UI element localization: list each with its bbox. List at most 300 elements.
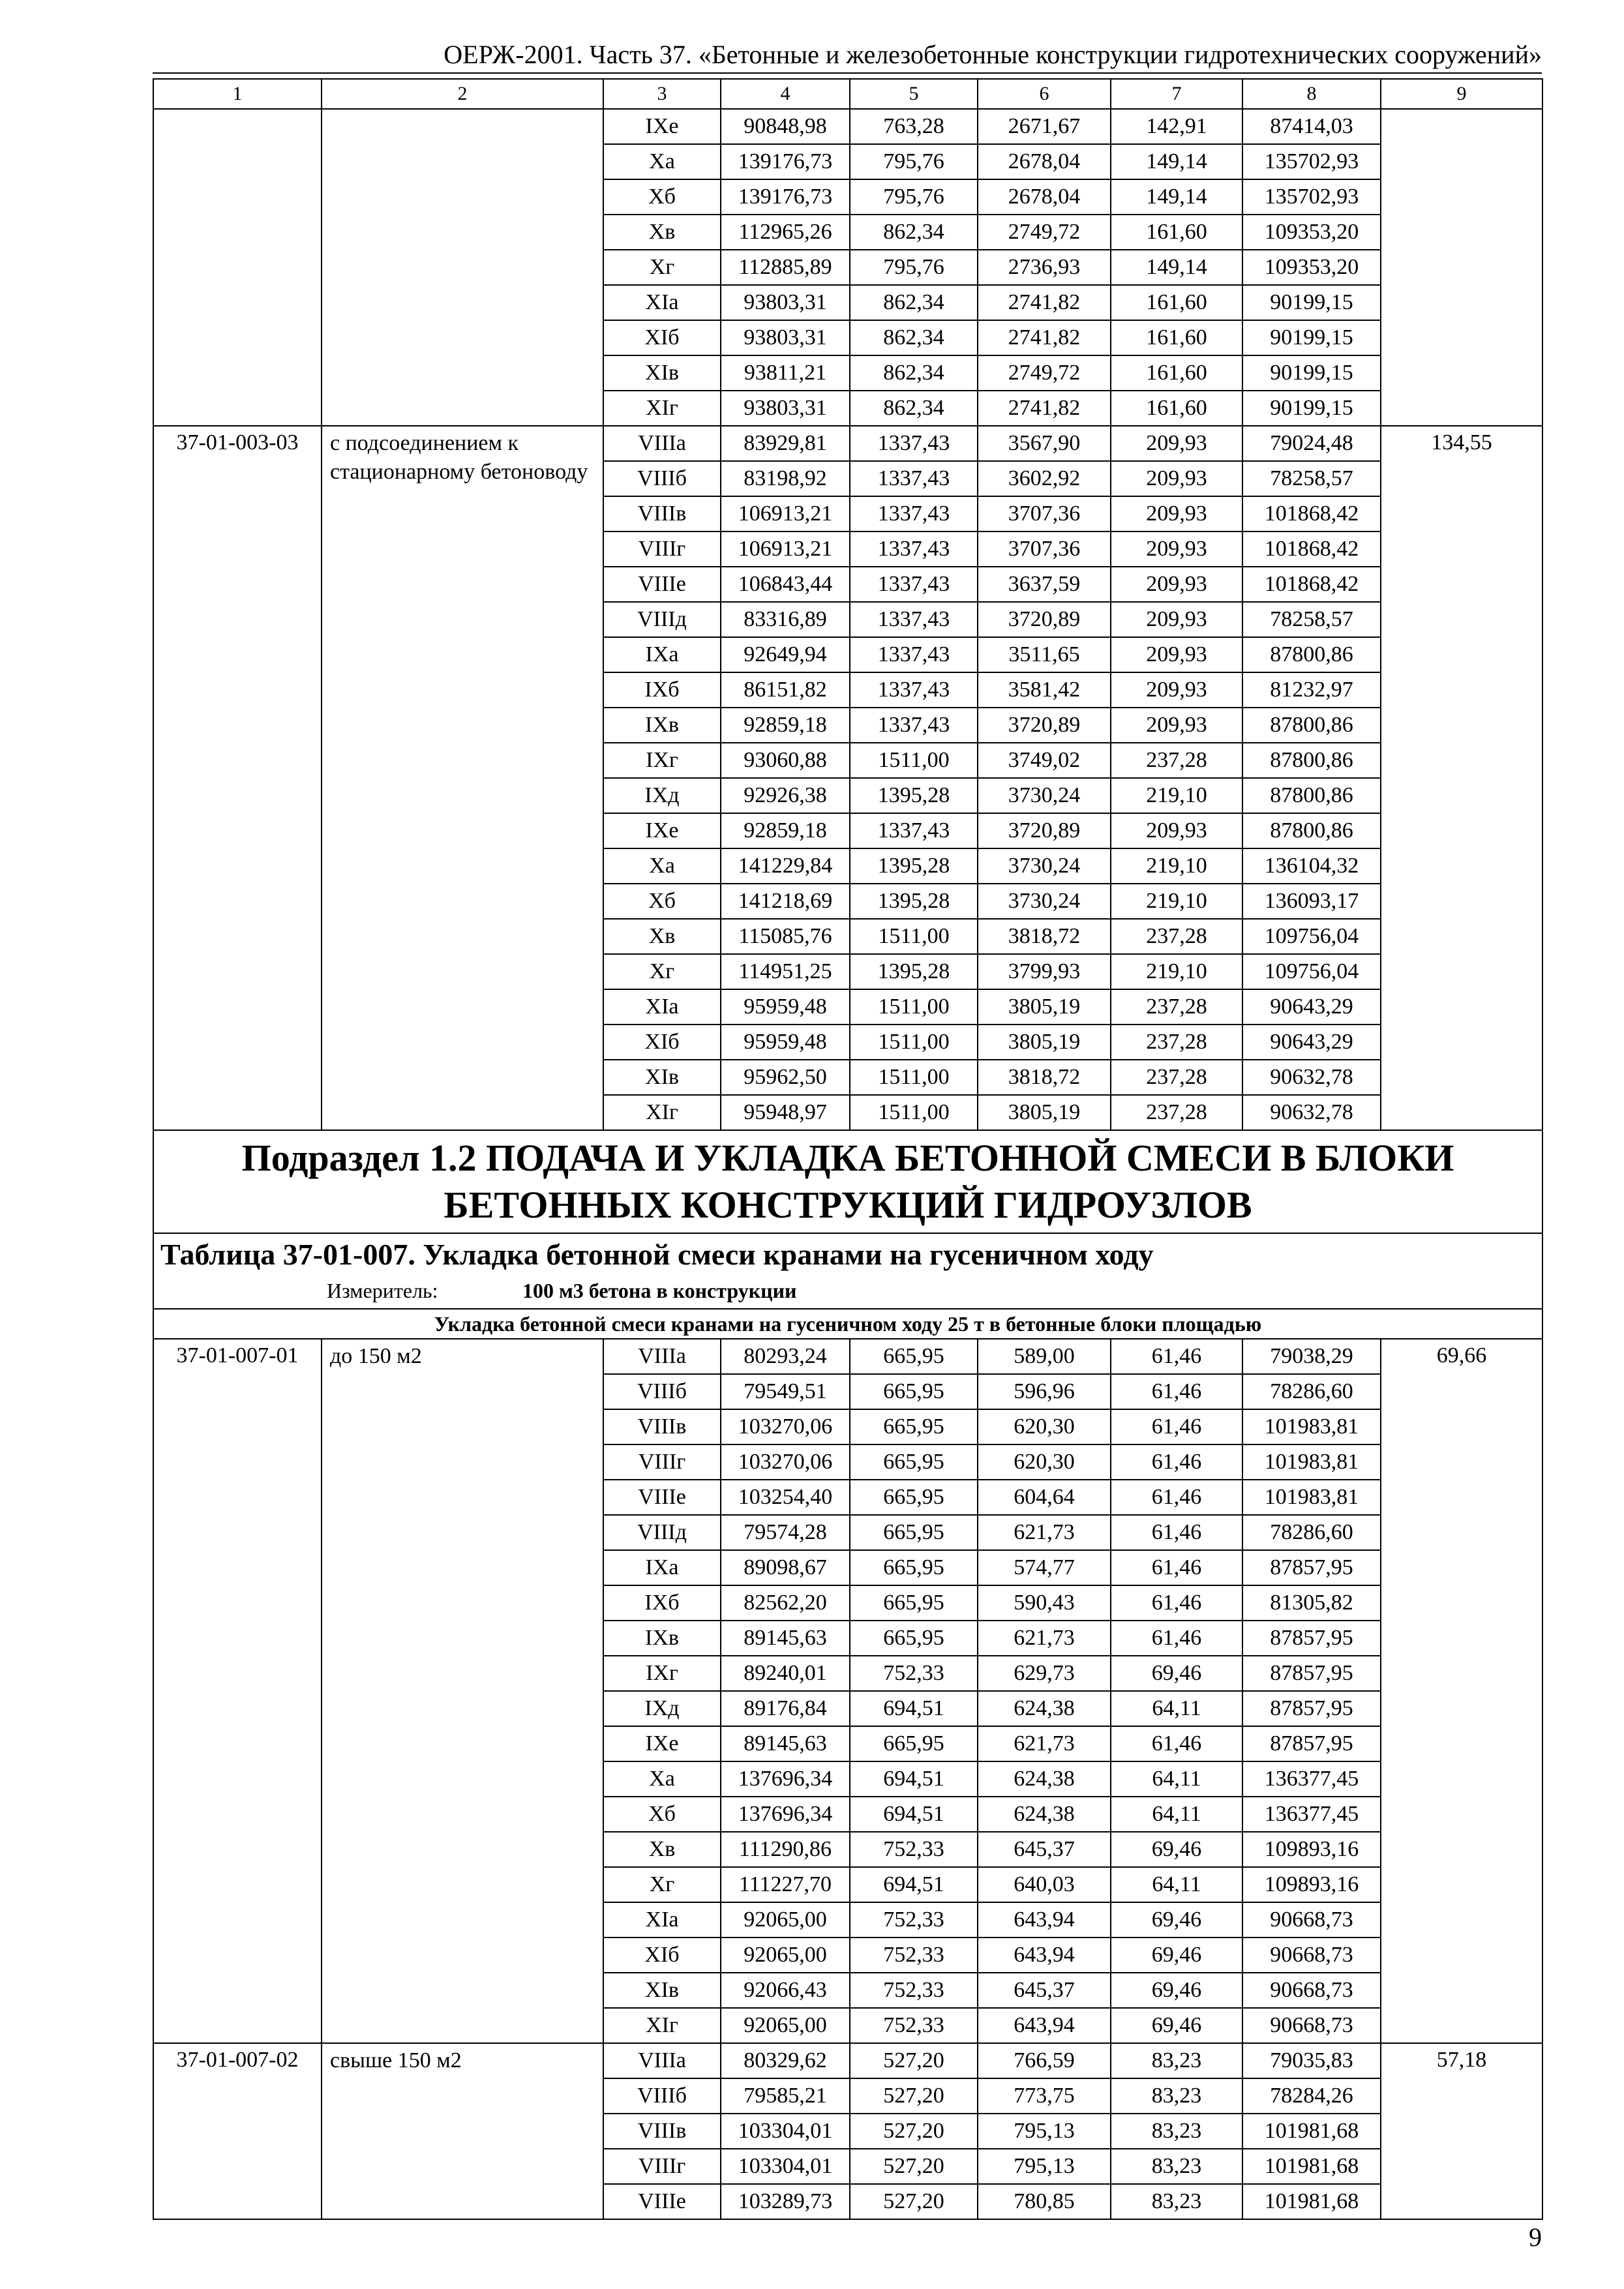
table-cell: IXа [603, 1550, 721, 1585]
table-cell: 136104,32 [1242, 848, 1381, 884]
table-cell: 78258,57 [1242, 461, 1381, 496]
table-cell: 87800,86 [1242, 813, 1381, 848]
rate-code [153, 109, 322, 426]
table-cell: VIIIг [603, 1444, 721, 1480]
table-cell: 2741,82 [978, 320, 1111, 355]
table-cell: 90643,29 [1242, 1025, 1381, 1060]
table-cell: 590,43 [978, 1585, 1111, 1621]
table-cell: 61,46 [1111, 1515, 1242, 1550]
table-cell: 3730,24 [978, 884, 1111, 919]
table-cell: VIIIе [603, 567, 721, 602]
table-cell: 109756,04 [1242, 954, 1381, 989]
table-cell: 90643,29 [1242, 989, 1381, 1025]
table-cell: 1511,00 [850, 1060, 978, 1095]
table-cell: 1511,00 [850, 1025, 978, 1060]
table-cell: VIIIг [603, 2149, 721, 2184]
table-cell: Xа [603, 848, 721, 884]
rates-table [153, 78, 1543, 2220]
table-cell: 1337,43 [850, 637, 978, 672]
rate-total: 134,55 [1381, 426, 1542, 1130]
table-cell: 161,60 [1111, 355, 1242, 391]
table-cell: 1337,43 [850, 672, 978, 708]
measure-label: Измеритель: [327, 1279, 438, 1302]
rate-total: 69,66 [1381, 1339, 1542, 2043]
table-cell: 3720,89 [978, 602, 1111, 637]
table-cell: 78258,57 [1242, 602, 1381, 637]
table-cell: 61,46 [1111, 1444, 1242, 1480]
table-cell: 1511,00 [850, 919, 978, 954]
rate-name: до 150 м2 [322, 1339, 603, 2043]
table-cell: 3799,93 [978, 954, 1111, 989]
table-cell: 103270,06 [721, 1444, 850, 1480]
table-cell: 89145,63 [721, 1726, 850, 1761]
table-cell: 79574,28 [721, 1515, 850, 1550]
rate-code: 37-01-003-03 [153, 426, 322, 1130]
table-cell: 752,33 [850, 2008, 978, 2043]
table-cell: 665,95 [850, 1585, 978, 1621]
table-cell: 87857,95 [1242, 1550, 1381, 1585]
column-header: 5 [850, 79, 978, 109]
table-cell: 83929,81 [721, 426, 850, 461]
table-cell: VIIIв [603, 1409, 721, 1444]
table-cell: Xб [603, 179, 721, 215]
table-cell: 237,28 [1111, 919, 1242, 954]
table-cell: 92926,38 [721, 778, 850, 813]
table-cell: 87414,03 [1242, 109, 1381, 144]
table-cell: 1511,00 [850, 989, 978, 1025]
column-header: 2 [322, 79, 603, 109]
table-cell: 90668,73 [1242, 1973, 1381, 2008]
table-cell: 83,23 [1111, 2114, 1242, 2149]
table-cell: XIа [603, 989, 721, 1025]
table-cell: 83,23 [1111, 2149, 1242, 2184]
table-cell: 90848,98 [721, 109, 850, 144]
table-cell: 89098,67 [721, 1550, 850, 1585]
table-cell: VIIIб [603, 2078, 721, 2114]
rate-group-37-01-003-03 [153, 426, 1542, 1130]
table-cell: 78284,26 [1242, 2078, 1381, 2114]
table-cell: XIг [603, 2008, 721, 2043]
table-cell: 79585,21 [721, 2078, 850, 2114]
table-cell: 90632,78 [1242, 1060, 1381, 1095]
table-cell: 237,28 [1111, 743, 1242, 778]
table-cell: 92859,18 [721, 708, 850, 743]
table-cell: 621,73 [978, 1726, 1111, 1761]
table-cell: 3581,42 [978, 672, 1111, 708]
table-cell: VIIIа [603, 2043, 721, 2078]
table-cell: Xв [603, 1832, 721, 1867]
table-cell: 3730,24 [978, 848, 1111, 884]
table-cell: IXг [603, 1656, 721, 1691]
table-cell: 219,10 [1111, 848, 1242, 884]
table-cell: 1337,43 [850, 461, 978, 496]
table-cell: 149,14 [1111, 179, 1242, 215]
table-cell: 106913,21 [721, 496, 850, 531]
table-cell: 61,46 [1111, 1621, 1242, 1656]
table-cell: 237,28 [1111, 1060, 1242, 1095]
column-header: 6 [978, 79, 1111, 109]
table-cell: 109353,20 [1242, 215, 1381, 250]
table-cell: 83198,92 [721, 461, 850, 496]
column-header: 3 [603, 79, 721, 109]
table-cell: 763,28 [850, 109, 978, 144]
table-cell: Xг [603, 250, 721, 285]
table-cell: 87857,95 [1242, 1726, 1381, 1761]
table-cell: 139176,73 [721, 179, 850, 215]
table-cell: 694,51 [850, 1761, 978, 1797]
table-cell: 3707,36 [978, 531, 1111, 567]
table-cell: 93803,31 [721, 320, 850, 355]
table-cell: 149,14 [1111, 144, 1242, 179]
table-cell: IXд [603, 778, 721, 813]
table-cell: 209,93 [1111, 426, 1242, 461]
table-cell: 3720,89 [978, 813, 1111, 848]
table-cell: 95948,97 [721, 1095, 850, 1130]
table-cell: 3749,02 [978, 743, 1111, 778]
table-cell: 79035,83 [1242, 2043, 1381, 2078]
table-cell: 1337,43 [850, 426, 978, 461]
table-cell: 665,95 [850, 1480, 978, 1515]
table-cell: 90668,73 [1242, 1902, 1381, 1937]
table-cell: 90199,15 [1242, 391, 1381, 426]
table-cell: XIб [603, 1937, 721, 1973]
table-row [153, 1339, 1542, 1374]
table-cell: IXд [603, 1691, 721, 1726]
table-cell: 61,46 [1111, 1339, 1242, 1374]
table-cell: 209,93 [1111, 496, 1242, 531]
table-cell: 79549,51 [721, 1374, 850, 1409]
table-cell: Xг [603, 954, 721, 989]
column-header: 4 [721, 79, 850, 109]
table-cell: 92859,18 [721, 813, 850, 848]
table-cell: 209,93 [1111, 602, 1242, 637]
table-cell: XIа [603, 285, 721, 320]
table-cell: 111227,70 [721, 1867, 850, 1902]
table-cell: 1337,43 [850, 531, 978, 567]
table-caption-row [153, 1233, 1542, 1309]
table-cell: 109893,16 [1242, 1867, 1381, 1902]
table-cell: 665,95 [850, 1550, 978, 1585]
table-cell: 149,14 [1111, 250, 1242, 285]
table-cell: IXв [603, 708, 721, 743]
table-cell: XIг [603, 391, 721, 426]
table-cell: 95959,48 [721, 1025, 850, 1060]
table-cell: 103289,73 [721, 2184, 850, 2219]
table-title: Таблица 37-01-007. Укладка бетонной смеси кранами на гусеничном ходу [160, 1238, 1154, 1271]
table-cell: 103254,40 [721, 1480, 850, 1515]
table-cell: 93803,31 [721, 285, 850, 320]
table-cell: 112965,26 [721, 215, 850, 250]
table-cell: 69,46 [1111, 1973, 1242, 2008]
table-cell: 2736,93 [978, 250, 1111, 285]
table-cell: 1337,43 [850, 708, 978, 743]
rate-name: с подсоединением к стационарному бетоноводу [322, 426, 603, 1130]
table-cell: 135702,93 [1242, 179, 1381, 215]
table-cell: 90199,15 [1242, 355, 1381, 391]
table-cell: 643,94 [978, 1902, 1111, 1937]
table-cell: 92066,43 [721, 1973, 850, 2008]
table-cell: 111290,86 [721, 1832, 850, 1867]
table-cell: 101981,68 [1242, 2114, 1381, 2149]
table-cell: 1337,43 [850, 602, 978, 637]
table-cell: 92649,94 [721, 637, 850, 672]
table-cell: 109893,16 [1242, 1832, 1381, 1867]
subsection-block [153, 1130, 1542, 1339]
table-cell: 101981,68 [1242, 2184, 1381, 2219]
table-cell: 87800,86 [1242, 637, 1381, 672]
table-cell: 624,38 [978, 1761, 1111, 1797]
column-header: 8 [1242, 79, 1381, 109]
table-cell: VIIIа [603, 426, 721, 461]
table-cell: 2749,72 [978, 215, 1111, 250]
table-cell: 2678,04 [978, 144, 1111, 179]
table-cell: 79038,29 [1242, 1339, 1381, 1374]
table-cell: 640,03 [978, 1867, 1111, 1902]
table-cell: 83,23 [1111, 2078, 1242, 2114]
table-cell: VIIIд [603, 602, 721, 637]
table-cell: 136377,45 [1242, 1797, 1381, 1832]
rate-code: 37-01-007-01 [153, 1339, 322, 2043]
table-cell: 136377,45 [1242, 1761, 1381, 1797]
table-cell: 795,76 [850, 144, 978, 179]
table-cell: 209,93 [1111, 672, 1242, 708]
column-header: 9 [1381, 79, 1542, 109]
table-cell: 90632,78 [1242, 1095, 1381, 1130]
table-cell: 209,93 [1111, 813, 1242, 848]
table-cell: 3818,72 [978, 1060, 1111, 1095]
table-cell: 219,10 [1111, 884, 1242, 919]
table-cell: 773,75 [978, 2078, 1111, 2114]
table-cell: 694,51 [850, 1867, 978, 1902]
table-cell: 3637,59 [978, 567, 1111, 602]
table-cell: 115085,76 [721, 919, 850, 954]
table-cell: 92065,00 [721, 2008, 850, 2043]
table-cell: XIг [603, 1095, 721, 1130]
table-cell: 90668,73 [1242, 2008, 1381, 2043]
table-cell: Xг [603, 1867, 721, 1902]
table-cell: 694,51 [850, 1797, 978, 1832]
table-cell: 3805,19 [978, 989, 1111, 1025]
table-cell: 862,34 [850, 320, 978, 355]
table-cell: 64,11 [1111, 1691, 1242, 1726]
table-cell: Xв [603, 215, 721, 250]
table-cell: 2671,67 [978, 109, 1111, 144]
table-cell: 621,73 [978, 1621, 1111, 1656]
subsection-row [153, 1130, 1542, 1233]
table-cell: 620,30 [978, 1409, 1111, 1444]
table-cell: VIIIв [603, 496, 721, 531]
table-cell: 3818,72 [978, 919, 1111, 954]
table-cell: 574,77 [978, 1550, 1111, 1585]
table-cell: 209,93 [1111, 708, 1242, 743]
table-cell: 82562,20 [721, 1585, 850, 1621]
table-cell: 137696,34 [721, 1761, 850, 1797]
table-cell: 3805,19 [978, 1025, 1111, 1060]
table-cell: VIIIб [603, 1374, 721, 1409]
table-cell: 87857,95 [1242, 1691, 1381, 1726]
table-cell: 1395,28 [850, 954, 978, 989]
table-row [153, 109, 1542, 144]
table-cell: 103270,06 [721, 1409, 850, 1444]
table-cell: XIв [603, 1973, 721, 2008]
table-cell: 219,10 [1111, 778, 1242, 813]
table-cell: 135702,93 [1242, 144, 1381, 179]
table-cell: 161,60 [1111, 215, 1242, 250]
table-cell: 106913,21 [721, 531, 850, 567]
table-cell: 161,60 [1111, 320, 1242, 355]
table-cell: 101868,42 [1242, 496, 1381, 531]
table-cell: 87800,86 [1242, 778, 1381, 813]
table-cell: 87800,86 [1242, 708, 1381, 743]
table-cell: 103304,01 [721, 2149, 850, 2184]
table-cell: 141229,84 [721, 848, 850, 884]
table-cell: 237,28 [1111, 989, 1242, 1025]
table-cell: IXб [603, 672, 721, 708]
table-cell: 86151,82 [721, 672, 850, 708]
table-cell: 596,96 [978, 1374, 1111, 1409]
table-row [153, 2043, 1542, 2078]
table-cell: 101983,81 [1242, 1444, 1381, 1480]
table-cell: IXе [603, 1726, 721, 1761]
column-header: 7 [1111, 79, 1242, 109]
table-cell: VIIIб [603, 461, 721, 496]
table-cell: 61,46 [1111, 1409, 1242, 1444]
table-cell: 87800,86 [1242, 743, 1381, 778]
table-cell: 629,73 [978, 1656, 1111, 1691]
table-cell: 237,28 [1111, 1095, 1242, 1130]
table-cell: 3730,24 [978, 778, 1111, 813]
table-cell: 209,93 [1111, 567, 1242, 602]
table-cell: Xа [603, 144, 721, 179]
table-cell: 93811,21 [721, 355, 850, 391]
table-cell: 665,95 [850, 1409, 978, 1444]
table-cell: 2749,72 [978, 355, 1111, 391]
table-cell: 624,38 [978, 1691, 1111, 1726]
table-cell: 69,46 [1111, 2008, 1242, 2043]
table-cell: 64,11 [1111, 1797, 1242, 1832]
table-cell: 752,33 [850, 1656, 978, 1691]
table-cell: 643,94 [978, 2008, 1111, 2043]
table-cell: 209,93 [1111, 531, 1242, 567]
table-cell: 237,28 [1111, 1025, 1242, 1060]
table-cell: 604,64 [978, 1480, 1111, 1515]
table-cell: 80293,24 [721, 1339, 850, 1374]
column-header-row [153, 79, 1542, 109]
column-header: 1 [153, 79, 322, 109]
table-cell: 862,34 [850, 285, 978, 320]
table-cell: 209,93 [1111, 461, 1242, 496]
table-cell: 527,20 [850, 2043, 978, 2078]
table-cell: 109756,04 [1242, 919, 1381, 954]
table-cell: 694,51 [850, 1691, 978, 1726]
table-cell: VIIIв [603, 2114, 721, 2149]
table-cell: 93803,31 [721, 391, 850, 426]
table-cell: 92065,00 [721, 1902, 850, 1937]
table-cell: Xб [603, 1797, 721, 1832]
table-cell: 95959,48 [721, 989, 850, 1025]
table-cell: 862,34 [850, 355, 978, 391]
rate-name: свыше 150 м2 [322, 2043, 603, 2219]
table-cell: VIIIе [603, 2184, 721, 2219]
table-cell: XIв [603, 1060, 721, 1095]
table-cell: 665,95 [850, 1444, 978, 1480]
table-cell: 752,33 [850, 1973, 978, 2008]
table-cell: 1337,43 [850, 813, 978, 848]
table-cell: 106843,44 [721, 567, 850, 602]
rate-code: 37-01-007-02 [153, 2043, 322, 2219]
table-cell: 136093,17 [1242, 884, 1381, 919]
table-cell: 2678,04 [978, 179, 1111, 215]
table-cell: 61,46 [1111, 1374, 1242, 1409]
table-cell: XIа [603, 1902, 721, 1937]
table-cell: VIIIе [603, 1480, 721, 1515]
continuation-block [153, 109, 1542, 426]
header-rule [153, 72, 1542, 74]
subcaption-row [153, 1309, 1542, 1339]
table-cell: IXе [603, 109, 721, 144]
table-cell: 90199,15 [1242, 285, 1381, 320]
page-number: 9 [1529, 2222, 1542, 2252]
table-caption [153, 1233, 1542, 1309]
table-cell: 665,95 [850, 1339, 978, 1374]
table-cell: 93060,88 [721, 743, 850, 778]
table-cell: 114951,25 [721, 954, 850, 989]
table-cell: 643,94 [978, 1937, 1111, 1973]
table-cell: 69,46 [1111, 1832, 1242, 1867]
table-cell: 1395,28 [850, 848, 978, 884]
table-body [153, 79, 1542, 109]
table-cell: 90199,15 [1242, 320, 1381, 355]
table-cell: XIб [603, 1025, 721, 1060]
table-cell: 780,85 [978, 2184, 1111, 2219]
table-cell: 2741,82 [978, 391, 1111, 426]
rate-total: 57,18 [1381, 2043, 1542, 2219]
table-cell: 795,13 [978, 2149, 1111, 2184]
table-cell: 81232,97 [1242, 672, 1381, 708]
table-cell: 161,60 [1111, 285, 1242, 320]
table-cell: 80329,62 [721, 2043, 850, 2078]
table-cell: VIIIд [603, 1515, 721, 1550]
table-cell: 89145,63 [721, 1621, 850, 1656]
table-cell: 1511,00 [850, 743, 978, 778]
table-cell: 83,23 [1111, 2184, 1242, 2219]
table-cell: IXв [603, 1621, 721, 1656]
table-cell: 92065,00 [721, 1937, 850, 1973]
table-cell: VIIIа [603, 1339, 721, 1374]
table-cell: IXб [603, 1585, 721, 1621]
table-cell: 795,76 [850, 250, 978, 285]
subcaption: Укладка бетонной смеси кранами на гусеничном ходу 25 т в бетонные блоки площадью [153, 1309, 1542, 1339]
table-cell: 3602,92 [978, 461, 1111, 496]
table-cell: 87857,95 [1242, 1621, 1381, 1656]
table-cell: 69,46 [1111, 1937, 1242, 1973]
table-cell: 1395,28 [850, 778, 978, 813]
table-cell: 112885,89 [721, 250, 850, 285]
table-cell: 209,93 [1111, 637, 1242, 672]
table-cell: 103304,01 [721, 2114, 850, 2149]
table-cell: 69,46 [1111, 1656, 1242, 1691]
table-cell: 3511,65 [978, 637, 1111, 672]
table-cell: 527,20 [850, 2078, 978, 2114]
table-cell: Xб [603, 884, 721, 919]
table-cell: 795,76 [850, 179, 978, 215]
table-cell: IXг [603, 743, 721, 778]
rate-group-37-01-007-01 [153, 1339, 1542, 2043]
table-cell: XIб [603, 320, 721, 355]
table-cell: 527,20 [850, 2114, 978, 2149]
table-cell: 766,59 [978, 2043, 1111, 2078]
table-cell: 2741,82 [978, 285, 1111, 320]
